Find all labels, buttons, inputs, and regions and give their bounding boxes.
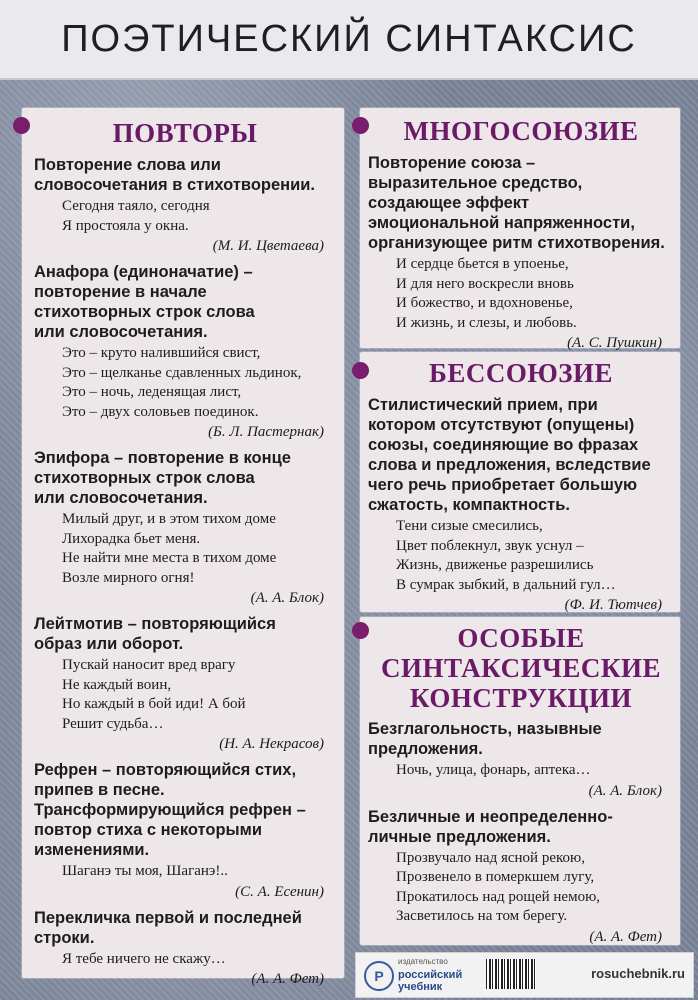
definition-line: припев в песне.: [34, 781, 165, 799]
definition: [34, 908, 336, 948]
asyndeton-body: [368, 395, 674, 615]
heading-special-constructions: [368, 623, 674, 713]
poem-excerpt-line: В сумрак зыбкий, в дальний гул…: [396, 576, 616, 593]
definition-line: стихотворных строк слова: [34, 469, 255, 487]
poem-excerpt: [62, 197, 336, 236]
poem-author: (А. А. Фет): [251, 971, 324, 987]
poem-excerpt-line: Сегодня таяло, сегодня: [62, 198, 210, 214]
card-repetitions: [22, 108, 344, 987]
poem-excerpt-line: Прозвенело в померкшем лугу,: [396, 869, 595, 885]
poem-excerpt-line: Прозвучало над ясной рекою,: [396, 849, 585, 866]
left-sections: [34, 155, 336, 989]
definition-line: или словосочетания.: [34, 323, 208, 341]
card-polysyndeton: [360, 108, 680, 351]
poem-excerpt-line: И для него воскресли вновь: [396, 275, 574, 292]
definition-line: предложения.: [368, 740, 483, 758]
page-title: ПОЭТИЧЕСКИЙ СИНТАКСИС: [61, 17, 637, 60]
heading-line: ОСОБЫЕ: [457, 623, 585, 653]
heading-repetitions: ПОВТОРЫ: [112, 118, 258, 148]
section: [368, 719, 674, 801]
definition-line: изменениями.: [34, 841, 150, 859]
publisher-name: российский учебник: [398, 969, 463, 993]
poem-excerpt-line: Засветилось на том берегу.: [396, 908, 568, 924]
poem-excerpt: [396, 761, 674, 781]
heading-line: КОНСТРУКЦИИ: [409, 683, 633, 713]
definition-line: Эпифора – повторение в конце: [34, 449, 291, 467]
section: [368, 807, 674, 947]
definition-line: повторение в начале: [34, 283, 207, 301]
polysyndeton-body: [368, 153, 674, 353]
poem-author: (Ф. И. Тютчев): [564, 597, 662, 613]
poem-excerpt-line: Это – двух соловьев поединок.: [62, 403, 259, 420]
poem-excerpt-line: Возле мирного огня!: [62, 569, 195, 586]
definition: [368, 395, 674, 515]
bullet-dot-icon: [13, 117, 30, 134]
poem-excerpt: [396, 849, 674, 927]
site-link[interactable]: rosuchebnik.ru: [591, 966, 685, 981]
definition-line: Перекличка первой и последней: [34, 908, 302, 927]
section: [34, 614, 336, 754]
poem-excerpt-line: Прокатилось над рощей немою,: [396, 888, 601, 905]
heading-asyndeton: БЕССОЮЗИЕ: [428, 358, 614, 388]
bullet-dot-icon: [352, 117, 369, 134]
section: [34, 155, 336, 256]
special-constructions-body: [368, 719, 674, 947]
title-bar: [0, 0, 698, 80]
definition: [368, 719, 674, 759]
poem-author: (А. А. Блок): [588, 782, 662, 799]
poem-excerpt-line: Не каждый воин,: [62, 676, 172, 693]
poem-author: (Н. А. Некрасов): [219, 736, 324, 752]
bullet-dot-icon: [352, 622, 369, 639]
definition-line: личные предложения.: [368, 827, 551, 846]
publisher-small-label: издательство: [398, 957, 448, 966]
poem-excerpt-line: Я тебе ничего не скажу…: [62, 950, 226, 967]
section: [34, 448, 336, 608]
poem-excerpt: [62, 862, 336, 882]
poem-excerpt-line: Я простояла у окна.: [62, 217, 189, 234]
poem-excerpt: [396, 517, 674, 595]
definition: [34, 614, 336, 654]
definition-line: эмоциональной напряженности,: [368, 214, 635, 232]
definition-line: или словосочетания.: [34, 489, 208, 507]
definition-line: сжатость, компактность.: [368, 496, 570, 514]
section: [34, 908, 336, 990]
definition-line: образ или оборот.: [34, 635, 184, 653]
poem-excerpt: [62, 950, 336, 970]
definition: [34, 760, 336, 860]
definition-line: Анафора (единоначатие) –: [34, 263, 253, 281]
poem-excerpt-line: Лихорадка бьет меня.: [62, 530, 201, 547]
definition-line: стихотворных строк слова: [34, 303, 255, 321]
section: [368, 153, 674, 353]
poem-excerpt-line: И божество, и вдохновенье,: [396, 295, 573, 311]
definition-line: слова и предложения, вследствие: [368, 456, 651, 474]
poem-author: (С. А. Есенин): [235, 883, 324, 900]
poem-excerpt: [62, 510, 336, 588]
definition-line: Повторение союза –: [368, 154, 536, 172]
barcode-icon: [486, 959, 536, 989]
poem-excerpt-line: Это – ночь, леденящая лист,: [62, 384, 242, 400]
poem-excerpt-line: Ночь, улица, фонарь, аптека…: [396, 762, 591, 778]
definition: [34, 448, 336, 508]
poem-excerpt-line: Цвет поблекнул, звук уснул –: [396, 537, 584, 554]
poem-author: (М. И. Цветаева): [212, 238, 324, 254]
heading-line: СИНТАКСИЧЕСКИЕ: [381, 653, 661, 683]
poem-excerpt-line: Решит судьба…: [62, 715, 164, 732]
poem-excerpt: [62, 344, 336, 422]
definition: [368, 807, 674, 847]
poem-excerpt-line: И сердце бьется в упоенье,: [396, 256, 569, 272]
poem-author: (А. А. Блок): [250, 590, 324, 606]
publisher-logo-icon: Р: [364, 961, 394, 991]
poem-excerpt-line: Шаганэ ты моя, Шаганэ!..: [62, 863, 228, 879]
definition-line: организующее ритм стихотворения.: [368, 234, 665, 252]
definition-line: Стилистический прием, при: [368, 396, 598, 414]
poem-excerpt-line: Это – круто налившийся свист,: [62, 345, 261, 361]
definition: [34, 262, 336, 342]
definition-line: котором отсутствуют (опущены): [368, 416, 635, 434]
definition-line: создающее эффект: [368, 194, 530, 212]
poem-excerpt-line: Не найти мне места в тихом доме: [62, 550, 277, 566]
poem-excerpt-line: Жизнь, движенье разрешились: [396, 557, 594, 573]
definition-line: строки.: [34, 928, 95, 947]
poem-excerpt-line: Это – щелканье сдавленных льдинок,: [62, 364, 302, 381]
card-special-constructions: [360, 617, 680, 945]
poem-author: (Б. Л. Пастернак): [208, 424, 324, 440]
bullet-dot-icon: [352, 362, 369, 379]
publisher-footer: [355, 952, 694, 998]
poem-excerpt-line: Пускай наносит вред врагу: [62, 657, 236, 673]
card-asyndeton: [360, 352, 680, 612]
definition-line: Трансформирующийся рефрен –: [34, 801, 306, 819]
definition-line: чего речь приобретает большую: [368, 476, 638, 494]
poem-excerpt-line: И жизнь, и слезы, и любовь.: [396, 314, 577, 331]
definition-line: выразительное средство,: [368, 174, 583, 192]
definition-line: Безличные и неопределенно-: [368, 807, 613, 826]
definition-line: словосочетания в стихотворении.: [34, 176, 316, 194]
poem-author: (А. А. Фет): [589, 928, 662, 945]
definition-line: Безглагольность, назывные: [368, 720, 602, 738]
poem-excerpt-line: Но каждый в бой иди! А бой: [62, 696, 246, 712]
section: [34, 760, 336, 902]
definition-line: повтор стиха с некоторыми: [34, 821, 262, 839]
poem-excerpt: [396, 255, 674, 333]
section: [34, 262, 336, 442]
definition-line: Рефрен – повторяющийся стих,: [34, 761, 297, 779]
definition-line: Лейтмотив – повторяющийся: [34, 615, 276, 633]
heading-polysyndeton: МНОГОСОЮЗИЕ: [403, 116, 639, 146]
definition: [368, 153, 674, 253]
section: [368, 395, 674, 615]
definition-line: союзы, соединяющие во фразах: [368, 436, 639, 454]
poem-excerpt: [62, 656, 336, 734]
definition: [34, 155, 336, 195]
poem-excerpt-line: Милый друг, и в этом тихом доме: [62, 511, 276, 527]
definition-line: Повторение слова или: [34, 156, 221, 174]
poem-excerpt-line: Тени сизые смесились,: [396, 518, 543, 534]
poem-author: (А. С. Пушкин): [567, 335, 662, 351]
